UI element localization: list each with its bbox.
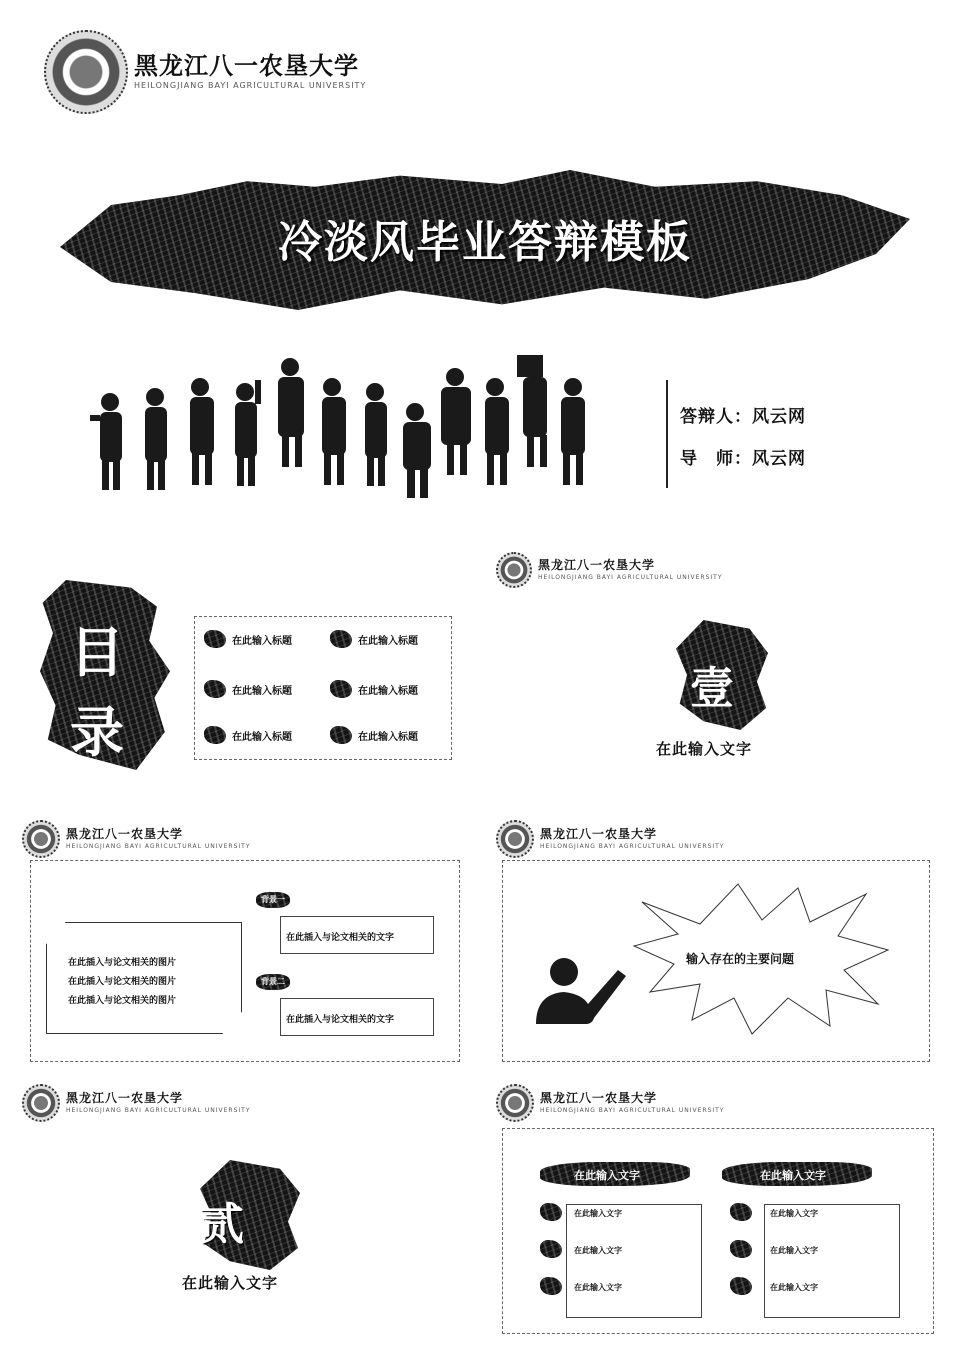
toc-item[interactable] bbox=[204, 726, 292, 744]
defender-name: 风云网 bbox=[752, 407, 806, 427]
university-name: 黑龙江八一农垦大学 bbox=[538, 558, 656, 572]
toc-item[interactable] bbox=[204, 680, 292, 698]
background-tag-2-label: 背景二 bbox=[261, 977, 285, 986]
university-seal-icon bbox=[22, 1084, 60, 1122]
cover-divider bbox=[666, 380, 668, 488]
image-placeholder-text bbox=[68, 954, 176, 1011]
slide-logo bbox=[22, 820, 251, 858]
background-tag-1-label: 背景一 bbox=[261, 895, 285, 904]
section2-number: 贰 bbox=[200, 1199, 244, 1250]
right-row-text: 在此输入文字 bbox=[770, 1283, 818, 1292]
toc-item-label: 在此输入标题 bbox=[358, 635, 418, 647]
toc-number-badge-icon bbox=[204, 630, 226, 648]
toc-item-label: 在此输入标题 bbox=[232, 685, 292, 697]
right-column-box[interactable] bbox=[764, 1204, 900, 1318]
section1-number: 壹 bbox=[690, 663, 734, 714]
university-name-en: HEILONGJIANG BAYI AGRICULTURAL UNIVERSITY bbox=[538, 574, 723, 581]
university-name-en: HEILONGJIANG BAYI AGRICULTURAL UNIVERSITY bbox=[540, 1107, 725, 1114]
university-name-en: HEILONGJIANG BAYI AGRICULTURAL UNIVERSITY bbox=[66, 1107, 251, 1114]
toc-number-badge-icon bbox=[330, 630, 352, 648]
toc-number-badge-icon bbox=[204, 680, 226, 698]
university-seal-icon bbox=[496, 820, 534, 858]
defender-line bbox=[680, 402, 806, 427]
advisor-name: 风云网 bbox=[752, 449, 806, 469]
right-row-text: 在此输入文字 bbox=[770, 1209, 818, 1218]
left-row-text: 在此输入文字 bbox=[574, 1246, 622, 1255]
toc-item-label: 在此输入标题 bbox=[358, 685, 418, 697]
image-placeholder-line: 在此插入与论文相关的图片 bbox=[68, 958, 177, 968]
toc-item[interactable] bbox=[330, 630, 418, 648]
section1-caption: 在此输入文字 bbox=[656, 740, 753, 758]
left-row-text: 在此输入文字 bbox=[574, 1283, 622, 1292]
left-row-bullet-icon bbox=[540, 1240, 562, 1258]
presenter-icon bbox=[530, 952, 630, 1036]
university-name: 黑龙江八一农垦大学 bbox=[66, 827, 184, 841]
slide-logo bbox=[496, 1084, 725, 1122]
toc-item-label: 在此输入标题 bbox=[232, 731, 292, 743]
toc-number-badge-icon bbox=[204, 726, 226, 744]
advisor-line bbox=[680, 444, 806, 469]
toc-item[interactable] bbox=[330, 726, 418, 744]
university-name-en: HEILONGJIANG BAYI AGRICULTURAL UNIVERSITY bbox=[134, 81, 367, 90]
left-row-text: 在此输入文字 bbox=[574, 1209, 622, 1218]
university-seal-icon bbox=[496, 1084, 534, 1122]
toc-item[interactable] bbox=[330, 680, 418, 698]
university-seal-icon bbox=[22, 820, 60, 858]
university-seal-icon bbox=[496, 552, 532, 588]
toc-title-2: 录 bbox=[70, 701, 124, 764]
university-logo bbox=[44, 30, 366, 114]
defender-label: 答辩人： bbox=[680, 407, 752, 427]
background-text-1: 在此插入与论文相关的文字 bbox=[286, 933, 395, 943]
section2-caption: 在此输入文字 bbox=[182, 1274, 279, 1292]
right-row-bullet-icon bbox=[730, 1277, 752, 1295]
toc-number-badge-icon bbox=[330, 726, 352, 744]
problem-burst-text: 输入存在的主要问题 bbox=[686, 952, 795, 966]
left-row-bullet-icon bbox=[540, 1203, 562, 1221]
left-column-header: 在此输入文字 bbox=[574, 1169, 640, 1182]
slide-logo bbox=[22, 1084, 251, 1122]
university-name: 黑龙江八一农垦大学 bbox=[540, 827, 658, 841]
image-placeholder-line: 在此插入与论文相关的图片 bbox=[68, 996, 177, 1006]
advisor-label: 导 师： bbox=[680, 449, 752, 469]
slide-logo bbox=[496, 820, 725, 858]
university-name: 黑龙江八一农垦大学 bbox=[66, 1091, 184, 1105]
university-name: 黑龙江八一农垦大学 bbox=[540, 1091, 658, 1105]
image-placeholder-line: 在此插入与论文相关的图片 bbox=[68, 977, 177, 987]
left-column-box[interactable] bbox=[566, 1204, 702, 1318]
university-name: 黑龙江八一农垦大学 bbox=[134, 52, 359, 80]
university-name-en: HEILONGJIANG BAYI AGRICULTURAL UNIVERSITY bbox=[540, 843, 725, 850]
right-column-header: 在此输入文字 bbox=[760, 1169, 826, 1182]
right-row-bullet-icon bbox=[730, 1240, 752, 1258]
right-row-bullet-icon bbox=[730, 1203, 752, 1221]
university-name-en: HEILONGJIANG BAYI AGRICULTURAL UNIVERSITY bbox=[66, 843, 251, 850]
toc-item[interactable] bbox=[204, 630, 292, 648]
toc-number-badge-icon bbox=[330, 680, 352, 698]
slide-logo bbox=[496, 552, 723, 588]
left-row-bullet-icon bbox=[540, 1277, 562, 1295]
right-row-text: 在此输入文字 bbox=[770, 1246, 818, 1255]
toc-title-1: 目 bbox=[70, 621, 124, 684]
university-seal-icon bbox=[44, 30, 128, 114]
toc-item-label: 在此输入标题 bbox=[232, 635, 292, 647]
toc-item-label: 在此输入标题 bbox=[358, 731, 418, 743]
background-text-2: 在此插入与论文相关的文字 bbox=[286, 1015, 395, 1025]
cover-title: 冷淡风毕业答辩模板 bbox=[278, 217, 692, 268]
graduates-silhouette bbox=[90, 350, 590, 500]
